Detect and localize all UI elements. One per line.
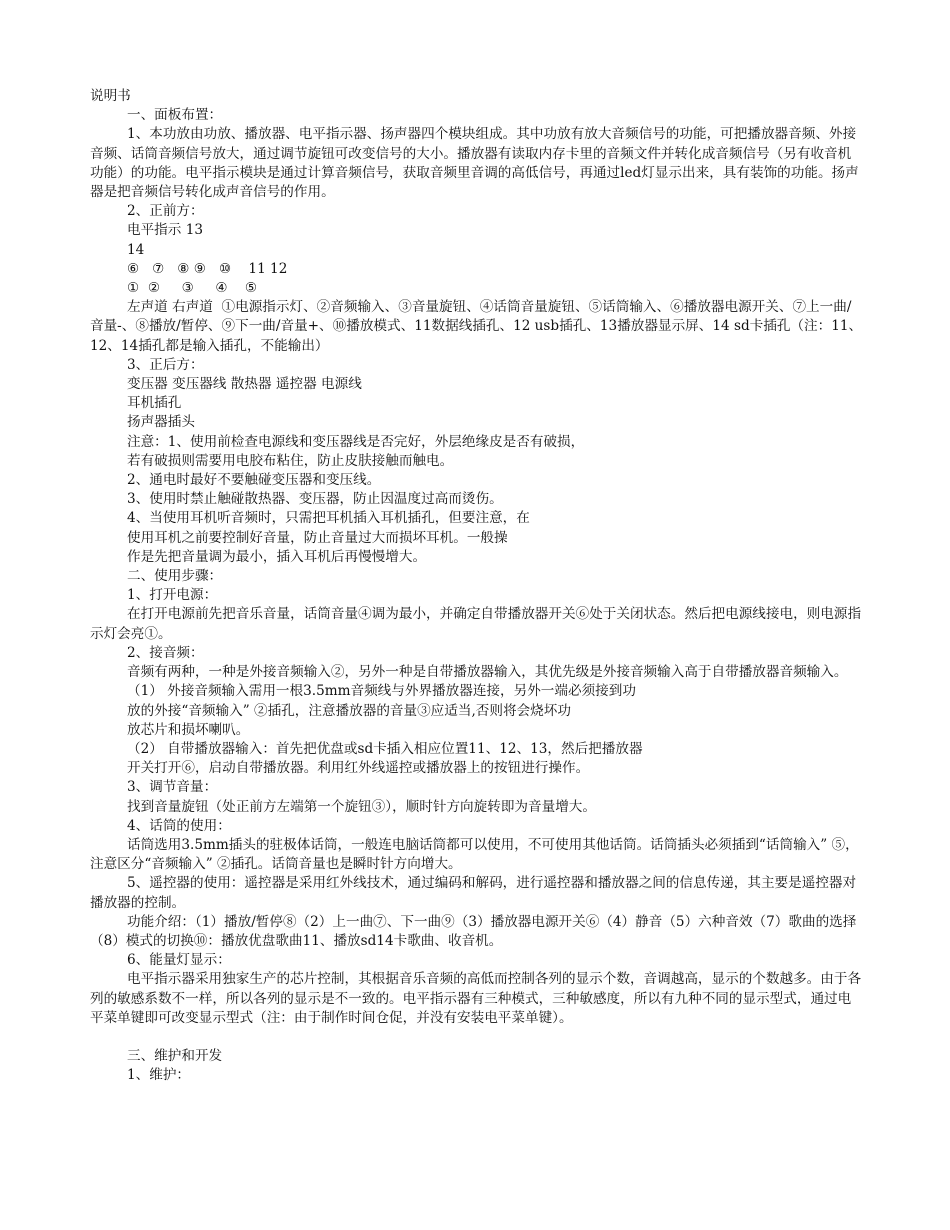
doc-title: 说明书 (90, 88, 131, 104)
subheading-volume: 3、调节音量： (127, 779, 218, 796)
note-line-6: 使用耳机之前要控制好音量，防止音量过大而损坏耳机。一般操 (127, 529, 508, 546)
paragraph-microphone: 话筒选用3.5mm插头的驻极体话筒，一般连电脑话筒都可以使用，不可使用其他话筒。话筒插头必须插到“话筒输入” ⑤，注意区分“音频输入” ②插孔。话筒音量也是瞬时针方向增大。 (90, 836, 859, 873)
paragraph-remote: 5、遥控器的使用：遥控器是采用红外线技术，通过编码和解码，进行遥控器和播放器之间的信息传递，其主要是遥控器对播放器的控制。 (90, 875, 857, 911)
paragraph-level-display: 电平指示器采用独家生产的芯片控制，其根据音乐音频的高低而控制各列的显示个数，音调越高，显示的个数越多。由于各列的敏感系数不一样，所以各列的显示是不一致的。电平指示器有三种模式，三种敏感度，所以有九种不同的显示型式，通过电平菜单键即可改变显示型式（注：由于制作时间仓促，并没有安装电平菜单键）。 (90, 971, 862, 1026)
paragraph-audio-input: 音频有两种，一种是外接音频输入②，另外一种是自带播放器输入，其优先级是外接音频输入高于自带播放器音频输入。 (127, 664, 848, 681)
audio-external-line-3: 放芯片和损坏喇叭。 (127, 721, 250, 738)
audio-builtin-line-2: 开关打开⑥，启动自带播放器。利用红外线遥控或播放器上的按钮进行操作。 (127, 760, 590, 777)
subheading-front: 2、正前方： (127, 203, 204, 220)
subheading-audio-input: 2、接音频： (127, 644, 204, 661)
audio-external-line-2: 放的外接“音频输入” ②插孔，注意播放器的音量③应适当,否则将会烧坏功 (127, 702, 571, 719)
subheading-microphone: 4、话筒的使用： (127, 817, 231, 834)
paragraph-volume: 找到音量旋钮（处正前方左端第一个旋钮③），顺时针方向旋转即为音量增大。 (127, 798, 596, 815)
paragraph-modules: 1、本功放由功放、播放器、电平指示器、扬声器四个模块组成。其中功放有放大音频信号的功能，可把播放器音频、外接音频、话筒音频信号放大，通过调节旋钮可改变信号的大小。播放器有读取内存卡里的音频文件并转化成音频信号（另有收音机功能）的功能。电平指示模块是通过计算音频信号，获取音频里音调的高低信号，再通过led灯显示出来，具有装饰的功能。扬声器是把音频信号转化成声音信号的作用。 (90, 126, 859, 201)
audio-builtin-line-1: （2） 自带播放器输入：首先把优盘或sd卡插入相应位置11、12、13，然后把播放器 (127, 740, 643, 757)
subheading-level-display: 6、能量灯显示： (127, 952, 231, 969)
subheading-rear: 3、正后方： (127, 356, 204, 373)
note-line-7: 作是先把音量调为最小，插入耳机后再慢慢增大。 (127, 548, 427, 565)
subheading-power-on: 1、打开电源： (127, 587, 218, 604)
note-line-3: 2、通电时最好不要触碰变压器和变压线。 (127, 472, 381, 489)
note-line-2: 若有破损则需要用电胶布粘住，防止皮肤接触而触电。 (127, 452, 454, 469)
note-line-5: 4、当使用耳机听音频时，只需把耳机插入耳机插孔，但要注意，在 (127, 510, 530, 527)
paragraph-power-on: 在打开电源前先把音乐音量，话筒音量④调为最小，并确定自带播放器开关⑥处于关闭状态。然后把电源线接电，则电源指示灯会亮①。 (90, 606, 862, 642)
paragraph-remote-functions: 功能介绍：（1）播放/暂停⑧（2）上一曲⑦、下一曲⑨（3）播放器电源开关⑥（4）静音（5）六种音效（7）歌曲的选择（8）模式的切换⑩：播放优盘歌曲11、播放sd14卡歌曲、收音机。 (90, 913, 857, 949)
front-diagram-line-1: 电平指示 13 (127, 222, 203, 239)
note-line-4: 3、使用时禁止触碰散热器、变压器，防止因温度过高而烫伤。 (127, 491, 503, 508)
section-heading-maintenance: 三、维护和开发 (127, 1047, 223, 1064)
section-heading-usage-steps: 二、使用步骤： (127, 568, 223, 585)
subheading-maintenance: 1、维护： (127, 1067, 191, 1084)
section-heading-panel-layout: 一、面板布置： (127, 107, 223, 124)
rear-parts-line: 变压器 变压器线 散热器 遥控器 电源线 (127, 376, 362, 393)
blank-line (90, 1028, 864, 1047)
front-diagram-line-2: 14 (127, 241, 145, 258)
paragraph-front-legend: 左声道 右声道 ①电源指示灯、②音频输入、③音量旋钮、④话筒音量旋钮、⑤话筒输入、⑥播放器电源开关、⑦上一曲/音量-、⑧播放/暂停、⑨下一曲/音量+、⑩播放模式、11数据线插孔、12 usb插孔、13播放器显示屏、14 sd卡插孔（注：11、12、14插孔都是输入插孔，不能输出） (90, 299, 863, 354)
rear-headphone-jack: 耳机插孔 (127, 395, 182, 412)
audio-external-line-1: （1） 外接音频输入需用一根3.5mm音频线与外界播放器连接，另外一端必须接到功 (127, 683, 636, 700)
front-diagram-line-3: ⑥ ⑦ ⑧ ⑨ ⑩ 11 12 (127, 260, 288, 277)
front-diagram-line-4: ① ② ③ ④ ⑤ (127, 280, 258, 297)
rear-speaker-plug: 扬声器插头 (127, 414, 195, 431)
note-line-1: 注意：1、使用前检查电源线和变压器线是否完好，外层绝缘皮是否有破损， (127, 433, 585, 450)
